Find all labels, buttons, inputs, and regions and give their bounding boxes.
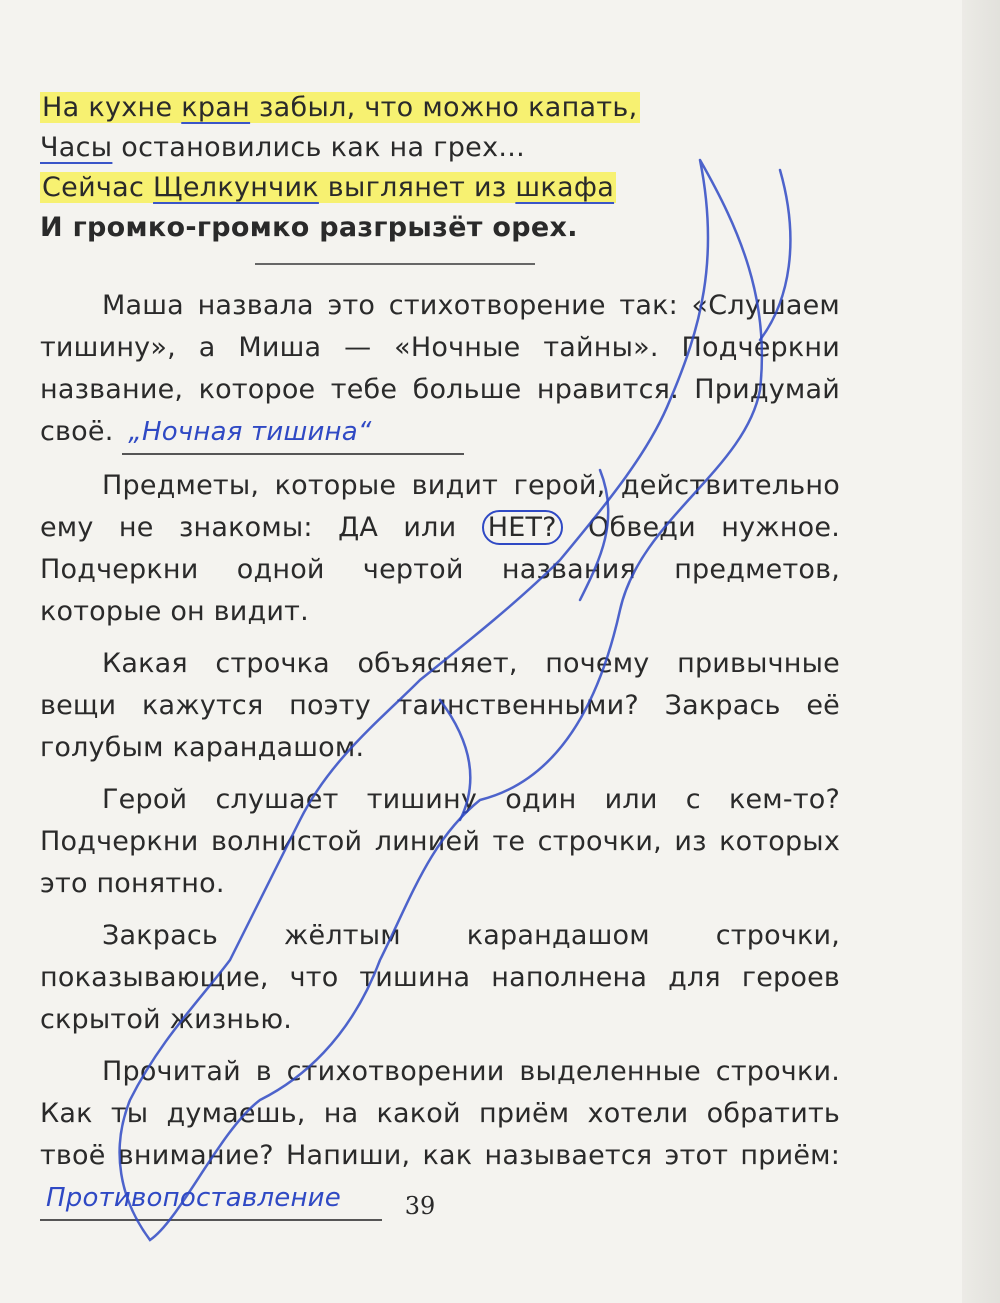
circled-answer: НЕТ? — [482, 510, 563, 545]
poem-line-3: Сейчас Щелкунчик выглянет из шкафа — [42, 172, 615, 203]
poem-excerpt — [40, 88, 760, 248]
handwritten-answer-technique: Противопоставление — [40, 1177, 382, 1221]
poem-line-2: Часы остановились как на грех... — [40, 132, 526, 163]
task-circle-answer: Предметы, которые видит герой, действительно ему не знакомы: ДА или НЕТ? Обведи нужное. Подчеркни одной чертой названия предметов, которые он видит. — [40, 470, 840, 627]
task-title-choice: Маша назвала это стихотворение так: «Слушаем тишину», а Миша — «Ночные тайны». Подчеркни название, которое тебе больше нравится. Придумай своё. „Ночная тишина“ — [40, 285, 840, 455]
task-color-blue: Какая строчка объясняет, почему привычные вещи кажутся поэту таинственными? Закрась её голубым карандашом. — [40, 648, 840, 763]
task-wavy-line: Герой слушает тишину один или с кем-то? Подчеркни волнистой линией те строчки, из которых это понятно. — [40, 784, 840, 899]
task-list — [40, 285, 840, 1231]
task-technique: Прочитай в стихотворении выделенные строчки. Как ты думаешь, на какой приём хотели обратить твоё внимание? Напиши, как называется этот приём: Противопоставление — [40, 1051, 840, 1221]
separator-line — [255, 263, 535, 265]
page-number: 39 — [404, 1192, 436, 1220]
underlined-word: кран — [181, 92, 251, 123]
underlined-word: Часы — [40, 132, 113, 163]
poem-line-1: На кухне кран забыл, что можно капать, — [42, 92, 638, 123]
page-edge — [962, 0, 1000, 1303]
handwritten-answer-title: „Ночная тишина“ — [122, 411, 464, 455]
underlined-word: Щелкунчик — [153, 172, 319, 203]
task-color-yellow: Закрась жёлтым карандашом строчки, показывающие, что тишина наполнена для героев скрытой жизнью. — [40, 920, 840, 1035]
underlined-word: шкафа — [515, 172, 615, 203]
poem-line-4: И громко-громко разгрызёт орех. — [40, 212, 578, 243]
